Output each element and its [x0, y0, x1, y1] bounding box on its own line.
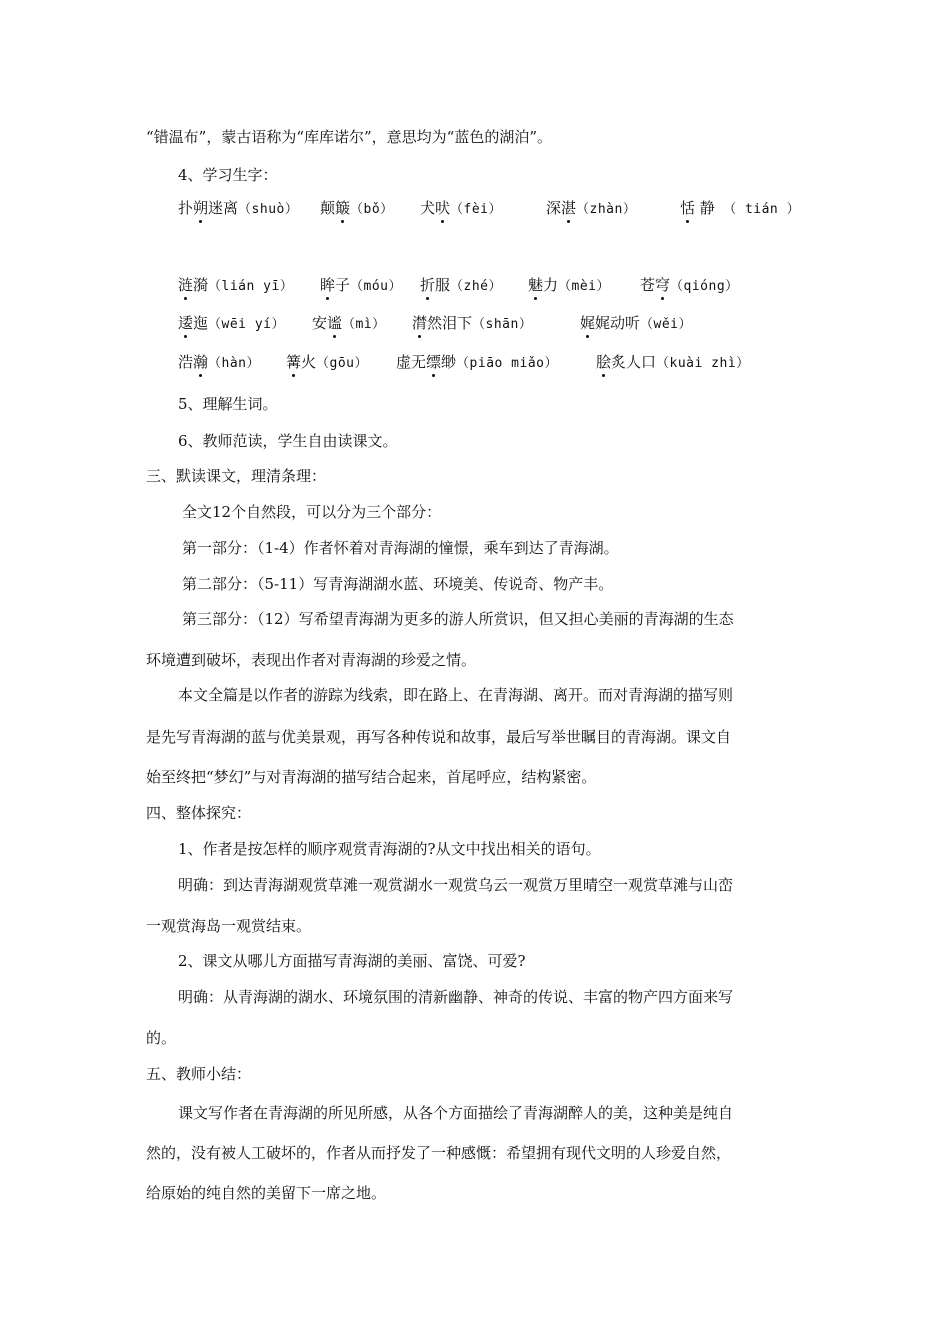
- vocab-item: [640, 275, 739, 297]
- vocab-dotted-char: 朔: [193, 199, 209, 217]
- vocab-dotted-char: 湛: [561, 199, 577, 217]
- vocab-prefix: 浩: [178, 353, 194, 371]
- vocab-item: [412, 313, 532, 335]
- vocab-prefix: 虚无: [396, 353, 427, 371]
- vocab-item: [312, 313, 386, 335]
- vocab-dotted-char: 娓: [580, 314, 596, 332]
- vocab-pinyin: （wěi）: [640, 317, 693, 332]
- intro-line: “错温布”，蒙古语称为“库库诺尔”，意思均为“蓝色的湖泊”。: [146, 128, 553, 146]
- vocab-pinyin: （shuò）: [238, 202, 299, 217]
- vocab-pinyin: （piāo miǎo）: [456, 356, 558, 371]
- vocab-pinyin: （qióng）: [670, 279, 739, 294]
- part-1: 第一部分：（1-4）作者怀着对青海湖的憧憬，乘车到达了青海湖。: [182, 539, 619, 557]
- heading-5: 五、教师小结：: [146, 1065, 252, 1083]
- part-3-line-1: 第三部分：（12）写希望青海湖为更多的游人所赏识，但又担心美丽的青海湖的生态: [182, 610, 734, 628]
- vocab-suffix: 服: [435, 276, 451, 294]
- vocab-item: [320, 275, 402, 297]
- heading-4: 四、整体探究：: [146, 804, 252, 822]
- vocab-item: [178, 275, 293, 297]
- vocab-suffix: 火: [301, 353, 317, 371]
- vocab-suffix: 漪: [193, 276, 209, 294]
- heading-3: 三、默读课文，理清条理：: [146, 467, 327, 485]
- section-4-title: 4、学习生字：: [178, 166, 278, 184]
- answer-1-line-2: 一观赏海岛一观赏结束。: [146, 917, 312, 935]
- vocab-suffix: 静: [695, 199, 715, 217]
- vocab-suffix: 娓动听: [595, 314, 641, 332]
- part-2: 第二部分：（5-11）写青海湖湖水蓝、环境美、传说奇、物产丰。: [182, 575, 614, 593]
- vocab-item: [178, 313, 285, 335]
- vocab-item: [178, 198, 298, 220]
- vocab-pinyin: （fèi）: [450, 202, 503, 217]
- vocab-pinyin: （wēi yí）: [208, 317, 285, 332]
- vocab-pinyin: （kuài zhì）: [656, 356, 750, 371]
- vocab-item: [680, 198, 800, 220]
- vocab-item: [596, 352, 750, 374]
- vocab-pinyin: （ tián ）: [714, 202, 801, 217]
- vocab-prefix: 深: [546, 199, 562, 217]
- vocab-dotted-char: 瀚: [193, 353, 209, 371]
- vocab-item: [320, 198, 394, 220]
- question-2: 2、课文从哪儿方面描写青海湖的美丽、富饶、可爱?: [178, 952, 526, 970]
- vocab-pinyin: （móu）: [350, 279, 403, 294]
- vocab-pinyin: （zhé）: [450, 279, 503, 294]
- vocab-dotted-char: 簸: [335, 199, 351, 217]
- vocab-suffix: 炙人口: [611, 353, 657, 371]
- vocab-item: [396, 352, 558, 374]
- vocab-prefix: 扑: [178, 199, 194, 217]
- vocab-prefix: 安: [312, 314, 328, 332]
- vocab-pinyin: （mèi）: [558, 279, 611, 294]
- answer-2-line-1: 明确：从青海湖的湖水、环境氛围的清新幽静、神奇的传说、丰富的物产四方面来写: [178, 988, 734, 1006]
- vocab-suffix: 子: [335, 276, 351, 294]
- vocab-dotted-char: 折: [420, 276, 436, 294]
- vocab-dotted-char: 涟: [178, 276, 194, 294]
- vocab-pinyin: （zhàn）: [576, 202, 637, 217]
- vocab-suffix: 迷离: [208, 199, 239, 217]
- vocab-dotted-char: 吠: [435, 199, 451, 217]
- vocab-suffix: 力: [543, 276, 559, 294]
- vocab-dotted-char: 眸: [320, 276, 336, 294]
- conclusion-line-1: 课文写作者在青海湖的所见所感，从各个方面描绘了青海湖醉人的美，这种美是纯自: [178, 1104, 734, 1122]
- vocab-dotted-char: 潸: [412, 314, 428, 332]
- vocab-prefix: 颠: [320, 199, 336, 217]
- vocab-pinyin: （gōu）: [316, 356, 369, 371]
- vocab-dotted-char: 逶: [178, 314, 194, 332]
- summary-paragraph: 全文12个自然段，可以分为三个部分：: [182, 503, 442, 521]
- vocab-item: [178, 352, 260, 374]
- vocab-item: [286, 352, 368, 374]
- vocab-dotted-char: 魅: [528, 276, 544, 294]
- vocab-item: [546, 198, 636, 220]
- step-6: 6、教师范读，学生自由读课文。: [178, 432, 398, 450]
- question-1: 1、作者是按怎样的顺序观赏青海湖的?从文中找出相关的语句。: [178, 840, 601, 858]
- vocab-suffix: 缈: [441, 353, 457, 371]
- vocab-pinyin: （hàn）: [208, 356, 261, 371]
- vocab-item: [580, 313, 692, 335]
- vocab-dotted-char: 恬: [680, 199, 696, 217]
- structure-line-2: 是先写青海湖的蓝与优美景观，再写各种传说和故事，最后写举世瞩目的青海湖。课文自: [146, 728, 732, 746]
- vocab-pinyin: （bǒ）: [350, 202, 394, 217]
- vocab-item: [528, 275, 610, 297]
- vocab-pinyin: （shān）: [472, 317, 533, 332]
- vocab-dotted-char: 穹: [655, 276, 671, 294]
- vocab-item: [420, 198, 502, 220]
- vocab-suffix: 迤: [193, 314, 209, 332]
- answer-2-line-2: 的。: [146, 1029, 177, 1047]
- vocab-pinyin: （mì）: [342, 317, 386, 332]
- vocab-pinyin: （lián yī）: [208, 279, 294, 294]
- vocab-dotted-char: 谧: [327, 314, 343, 332]
- vocab-dotted-char: 篝: [286, 353, 302, 371]
- conclusion-line-2: 然的，没有被人工破坏的，作者从而抒发了一种感慨：希望拥有现代文明的人珍爱自然，: [146, 1144, 732, 1162]
- vocab-dotted-char: 脍: [596, 353, 612, 371]
- structure-line-3: 始至终把“梦幻”与对青海湖的描写结合起来，首尾呼应，结构紧密。: [146, 768, 597, 786]
- step-5: 5、理解生词。: [178, 395, 278, 413]
- conclusion-line-3: 给原始的纯自然的美留下一席之地。: [146, 1184, 387, 1202]
- vocab-suffix: 然泪下: [427, 314, 473, 332]
- structure-line-1: 本文全篇是以作者的游踪为线索，即在路上、在青海湖、离开。而对青海湖的描写则: [178, 686, 734, 704]
- vocab-item: [420, 275, 502, 297]
- vocab-dotted-char: 缥: [426, 353, 442, 371]
- vocab-prefix: 苍: [640, 276, 656, 294]
- answer-1-line-1: 明确：到达青海湖观赏草滩一观赏湖水一观赏乌云一观赏万里晴空一观赏草滩与山峦: [178, 876, 734, 894]
- part-3-line-2: 环境遭到破坏，表现出作者对青海湖的珍爱之情。: [146, 651, 477, 669]
- vocab-prefix: 犬: [420, 199, 436, 217]
